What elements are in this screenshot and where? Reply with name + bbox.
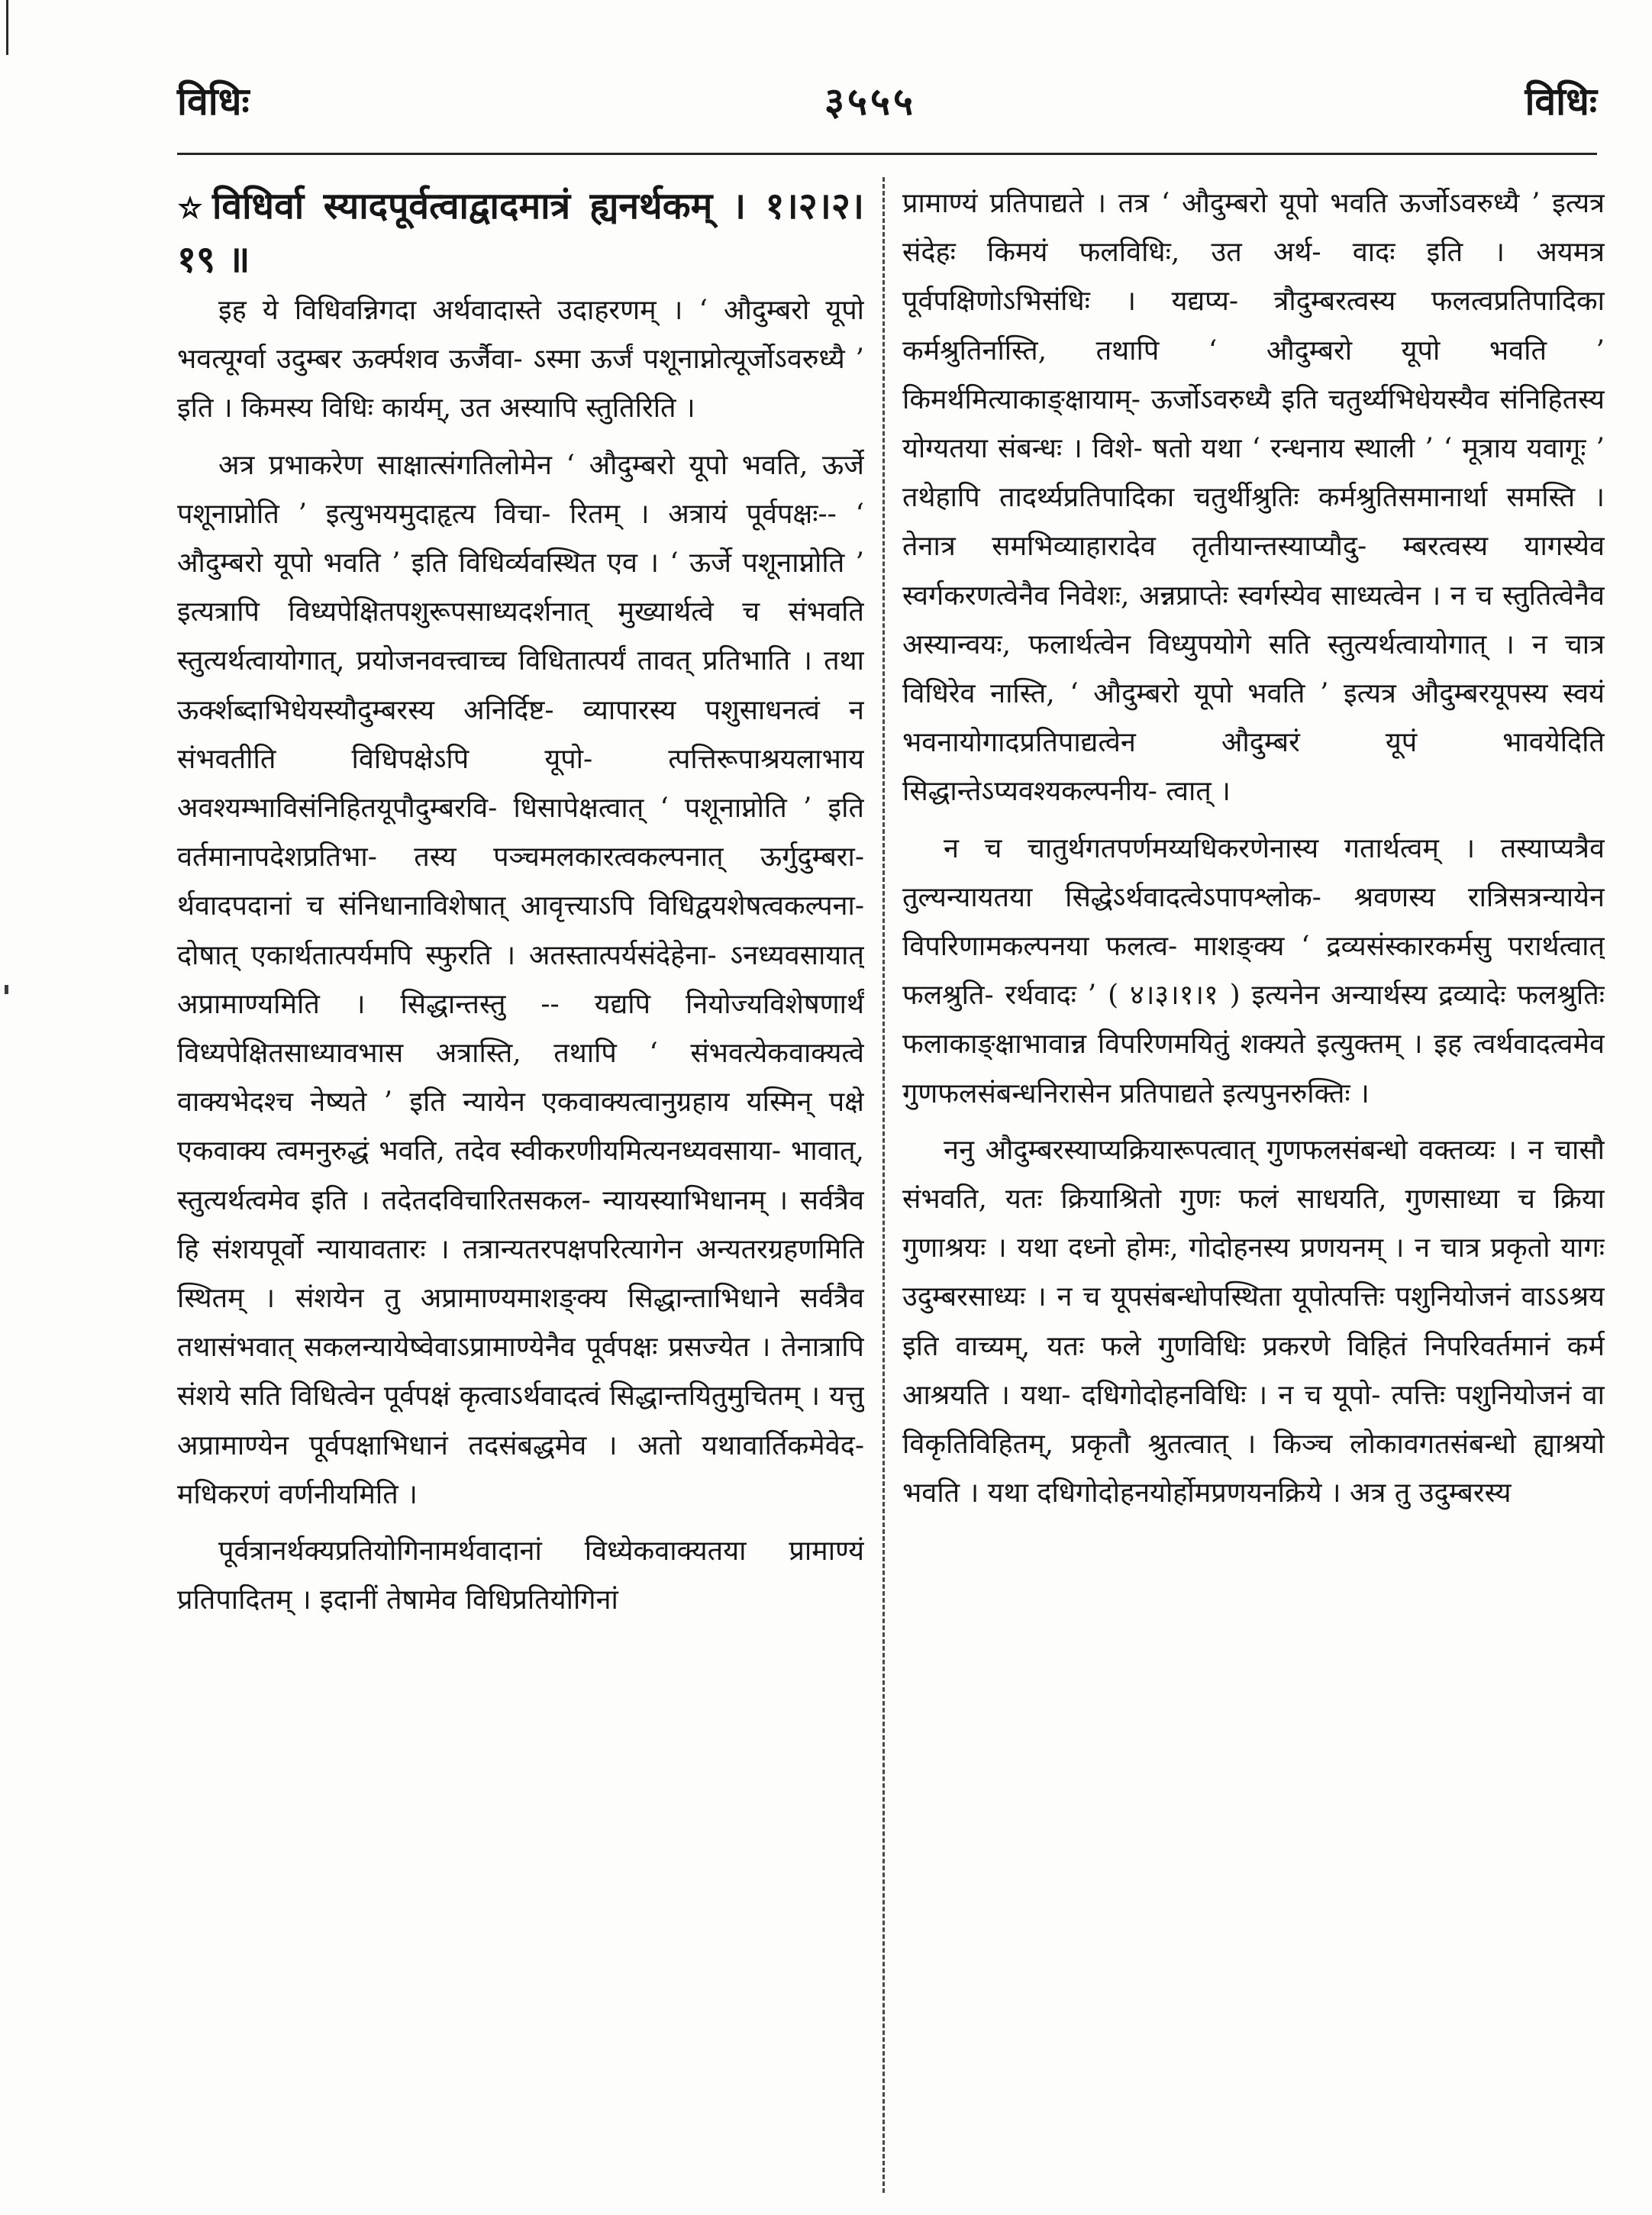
right-column [902,179,1605,2180]
running-head-right: विधिः [1525,79,1597,124]
left-column [177,179,864,2180]
scan-edge-mark [6,0,8,55]
sutra-heading [177,179,864,286]
running-head-left: विधिः [177,79,250,124]
scan-speck [5,985,8,994]
paragraph-intro: इह ये विधिवन्निगदा अर्थवादास्ते उदाहरणम् । ‘ औदुम्बरो यूपो भवत्यूर्ग्वा उदुम्बर ऊर्क्पशव ऊर्जैवा- ऽस्मा ऊर्जं पशूनाप्नोत्यूर्जोऽवरुध्यै ’ इति । किमस्य विधिः कार्यम्, उत अस्यापि स्तुतिरिति । [177,295,864,425]
header-rule [177,153,1597,155]
column-divider [882,177,885,2193]
paragraph-argument: ननु औदुम्बरस्याप्यक्रियारूपत्वात् गुणफलसंबन्धो वक्तव्यः । न चासौ संभवति, यतः क्रियाश्रितो गुणः फलं साधयति, गुणसाध्या च क्रिया गुणाश्रयः । यथा दध्नो होमः, गोदोहनस्य प्रणयनम् । न चात्र प्रकृतो यागः उदुम्बरसाध्यः । न च यूपसंबन्धोपस्थिता यूपोत्पत्तिः पशुनियोजनं वाऽऽश्रय इति वाच्यम्, यतः फले गुणविधिः प्रकरणे विहितं निपरिवर्तमानं कर्म आश्रयति । यथा- दधिगोदोहनविधिः । न च यूपो- त्पत्तिः पशुनियोजनं वा विकृतिविहितम्, प्रकृतौ श्रुतत्वात् । किञ्च लोकावगतसंबन्धो ह्याश्रयो भवति । यथा दधिगोदोहनयोर्होमप्रणयनक्रिये । अत्र तु उदुम्बरस्य [902,1134,1605,1509]
paragraph-transition: पूर्वत्रानर्थक्यप्रतियोगिनामर्थवादानां विध्येकवाक्यतया प्रामाण्यं प्रतिपादितम् । इदानीं तेषामेव विधिप्रतियोगिनां [177,1535,864,1616]
paragraph-discussion: अत्र प्रभाकरेण साक्षात्संगतिलोमेन ‘ औदुम्बरो यूपो भवति, ऊर्जे पशूनाप्नोति ’ इत्युभयमुदाहृत्य विचा- रितम् । अत्रायं पूर्वपक्षः-- ‘ औदुम्बरो यूपो भवति ’ इति विधिर्व्यवस्थित एव । ‘ ऊर्जे पशूनाप्नोति ’ इत्यत्रापि विध्यपेक्षितपशुरूपसाध्यदर्शनात् मुख्यार्थत्वे च संभवति स्तुत्यर्थत्वायोगात्, प्रयोजनवत्त्वाच्च विधितात्पर्यं तावत् प्रतिभाति । तथा ऊर्क्शब्दाभिधेयस्यौदुम्बरस्य अनिर्दिष्ट- व्यापारस्य पशुसाधनत्वं न संभवतीति विधिपक्षेऽपि यूपो- त्पत्तिरूपाश्रयलाभाय अवश्यम्भाविसंनिहितयूपौदुम्बरवि- धिसापेक्षत्वात् ‘ पशूनाप्नोति ’ इति वर्तमानापदेशप्रतिभा- तस्य पञ्चमलकारत्वकल्पनात् ऊर्गुदुम्बरा-र्थवादपदानां च संनिधानाविशेषात् आवृत्त्याऽपि विधिद्वयशेषत्वकल्पना- दोषात् एकार्थतात्पर्यमपि स्फुरति । अतस्तात्पर्यसंदेहेना- ऽनध्यवसायात् अप्रामाण्यमिति । सिद्धान्तस्तु -- यद्यपि नियोज्यविशेषणार्थं विध्यपेक्षितसाध्यावभास अत्रास्ति, तथापि ‘ संभवत्येकवाक्यत्वे वाक्यभेदश्च नेष्यते ’ इति न्यायेन एकवाक्यत्वानुग्रहाय यस्मिन् पक्षे एकवाक्य त्वमनुरुद्धं भवति, तदेव स्वीकरणीयमित्यनध्यवसाया- भावात्, स्तुत्यर्थत्वमेव इति । तदेतदविचारितसकल- न्यायस्याभिधानम् । सर्वत्रैव हि संशयपूर्वो न्यायावतारः । तत्रान्यतरपक्षपरित्यागेन अन्यतरग्रहणमिति स्थितम् । संशयेन तु अप्रामाण्यमाशङ्क्य सिद्धान्ताभिधाने सर्वत्रैव तथासंभवात् सकलन्यायेष्वेवाऽप्रामाण्येनैव पूर्वपक्षः प्रसज्येत । तेनात्रापि संशये सति विधित्वेन पूर्वपक्षं कृत्वाऽर्थवादत्वं सिद्धान्तयितुमुचितम् । यत्तु अप्रामाण्येन पूर्वपक्षाभिधानं तदसंबद्धमेव । अतो यथावार्तिकमेवेद- मधिकरणं वर्णनीयमिति । [177,449,864,1510]
paragraph-continued: प्रामाण्यं प्रतिपाद्यते । तत्र ‘ औदुम्बरो यूपो भवति ऊर्जोऽवरुध्यै ’ इत्यत्र संदेहः किमयं फलविधिः, उत अर्थ- वादः इति । अयमत्र पूर्वपक्षिणोऽभिसंधिः । यद्यप्य- त्रौदुम्बरत्वस्य फलत्वप्रतिपादिका कर्मश्रुतिर्नास्ति, तथापि ‘ औदुम्बरो यूपो भवति ’ किमर्थमित्याकाङ्क्षायाम्- ऊर्जोऽवरुध्यै इति चतुर्थ्यभिधेयस्यैव संनिहितस्य योग्यतया संबन्धः । विशे- षतो यथा ‘ रन्धनाय स्थाली ’ ‘ मूत्राय यवागूः ’ तथेहापि तादर्थ्यप्रतिपादिका चतुर्थीश्रुतिः कर्मश्रुतिसमानार्था समस्ति । तेनात्र समभिव्याहारादेव तृतीयान्तस्याप्यौदु- म्बरत्वस्य यागस्येव स्वर्गकरणत्वेनैव निवेशः, अन्नप्राप्तेः स्वर्गस्येव साध्यत्वेन । न च स्तुतित्वेनैव अस्यान्वयः, फलार्थत्वेन विध्युपयोगे सति स्तुत्यर्थत्वायोगात् । न चात्र विधिरेव नास्ति, ‘ औदुम्बरो यूपो भवति ’ इत्यत्र औदुम्बरयूपस्य स्वयं भवनायोगादप्रतिपाद्यत्वेन औदुम्बरं यूपं भावयेदिति सिद्धान्तेऽप्यवश्यकल्पनीय- त्वात् । [902,188,1605,808]
paragraph-objection: न च चातुर्थगतपर्णमय्यधिकरणेनास्य गतार्थत्वम् । तस्याप्यत्रैव तुल्यन्यायतया सिद्धेऽर्थवादत्वेऽपापश्लोक- श्रवणस्य रात्रिसत्रन्यायेन विपरिणामकल्पनया फलत्व- माशङ्क्य ‘ द्रव्यसंस्कारकर्मसु परार्थत्वात् फलश्रुति- रर्थवादः ’ ( ४।३।१।१ ) इत्यनेन अन्यार्थस्य द्रव्यादेः फलश्रुतिः फलाकाङ्क्षाभावान्न विपरिणमयितुं शक्यते इत्युक्तम् । इह त्वर्थवादत्वमेव गुणफलसंबन्धनिरासेन प्रतिपाद्यते इत्यपुनरुक्तिः । [902,832,1605,1109]
page-number: ३५५५ [824,79,916,124]
sutra-text: विधिर्वा स्यादपूर्वत्वाद्वादमात्रं ह्यनर्थकम् । १।२।२।१९ ॥ [177,185,864,281]
section-star-icon [177,194,203,221]
